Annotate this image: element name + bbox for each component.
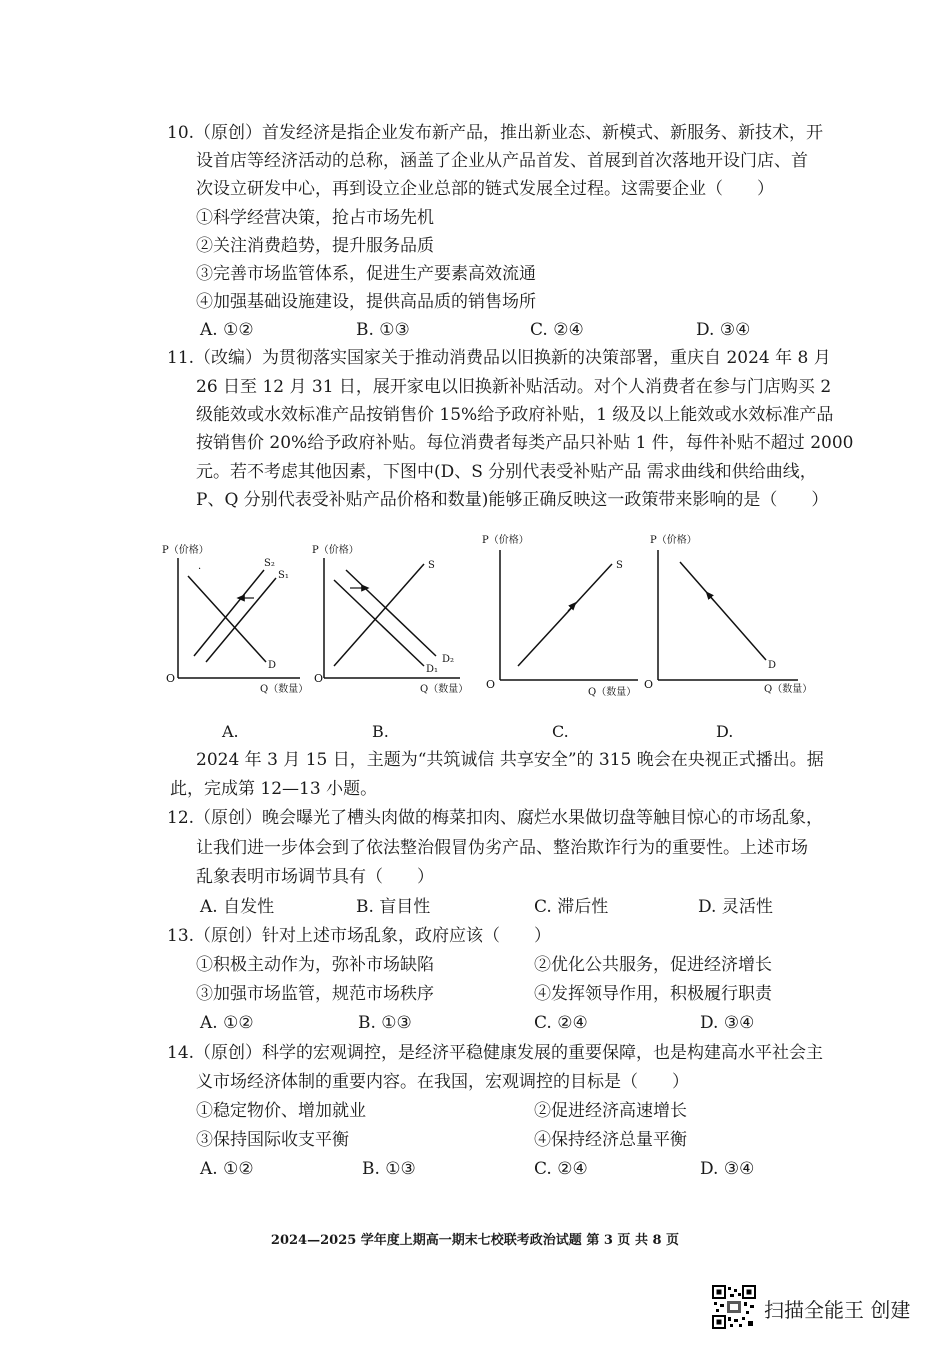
p-axis-label: P（价格） [162,545,209,556]
q10-line: 10.（原创）首发经济是指企业发布新产品，推出新业态、新模式、新服务、新技术，开 [167,123,824,143]
demand-curve-d1 [334,580,424,666]
q13-option-b[interactable]: B. ①③ [358,1013,412,1033]
supply-curve [334,564,424,666]
s-label: S [616,560,623,571]
q14-item: ②促进经济高速增长 [534,1101,687,1121]
q10-option-c[interactable]: C. ②④ [530,320,584,340]
q14-option-b[interactable]: B. ①③ [362,1159,416,1179]
svg-text:·: · [198,564,202,575]
q10-option-b[interactable]: B. ①③ [356,320,410,340]
d-label: D [268,660,277,671]
p-axis-label: P（价格） [312,545,359,556]
q13-item: ②优化公共服务，促进经济增长 [534,955,772,975]
q12-option-a[interactable]: A. 自发性 [200,897,275,917]
q11-line: P、Q 分别代表受补贴产品价格和数量)能够正确反映这一政策带来影响的是（ ） [196,490,829,510]
q14-option-c[interactable]: C. ②④ [534,1159,588,1179]
q11-line: 26 日至 12 月 31 日，展开家电以旧换新补贴活动。对个人消费者在参与门店购买 2 [196,377,832,397]
graph-d-caption[interactable]: D. [716,722,734,741]
q13-item: ④发挥领导作用，积极履行职责 [534,984,772,1004]
q10-line: 次设立研发中心，再到设立企业总部的链式发展全过程。这需要企业（ ） [196,179,774,199]
q14-item: ④保持经济总量平衡 [534,1130,687,1150]
s1-label: S₁ [278,570,289,581]
movement-arrow [568,605,574,612]
intro-line: 此，完成第 12—13 小题。 [170,779,378,799]
q10-line: 设首店等经济活动的总称，涵盖了企业从产品首发、首展到首次落地开设门店、首 [196,151,808,171]
q12-line: 让我们进一步体会到了依法整治假冒伪劣产品、整治欺诈行为的重要性。上述市场 [196,838,808,858]
q10-item: ④加强基础设施建设，提供高品质的销售场所 [196,292,536,312]
qr-code-icon [712,1285,756,1329]
p-axis-label: P（价格） [482,535,529,546]
scanner-watermark: 扫描全能王 创建 [764,1298,911,1322]
q-axis-label: Q（数量） [260,684,309,695]
q-axis-label: Q（数量） [588,687,637,698]
q14-item: ①稳定物价、增加就业 [196,1101,366,1121]
supply-curve-s1 [206,578,276,662]
demand-curve-d2 [346,570,436,656]
q10-item: ①科学经营决策，抢占市场先机 [196,208,434,228]
graph-b-caption[interactable]: B. [372,722,389,741]
supply-curve-s2 [194,570,264,656]
q14-line: 义市场经济体制的重要内容。在我国，宏观调控的目标是（ ） [196,1072,689,1092]
q10-item: ②关注消费趋势，提升服务品质 [196,236,434,256]
origin-label: O [166,672,176,685]
demand-curve [680,562,766,660]
q11-line: 11.（改编）为贯彻落实国家关于推动消费品以旧换新的决策部署，重庆自 2024 年 8 月 [167,348,831,368]
q14-item: ③保持国际收支平衡 [196,1130,349,1150]
q10-option-a[interactable]: A. ①② [200,320,254,340]
q11-line: 级能效或水效标准产品按销售价 15%给予政府补贴，1 级及以上能效或水效标准产品 [196,405,834,425]
d-label: D [768,660,777,671]
q13-option-d[interactable]: D. ③④ [700,1013,755,1033]
origin-label: O [314,672,324,685]
p-axis-label: P（价格） [650,535,697,546]
q14-line: 14.（原创）科学的宏观调控，是经济平稳健康发展的重要保障，也是构建高水平社会主 [167,1043,824,1063]
movement-arrow [708,594,714,601]
graph-b [310,540,470,700]
q13-option-a[interactable]: A. ①② [200,1013,254,1033]
q12-option-c[interactable]: C. 滞后性 [534,897,609,917]
q13-option-c[interactable]: C. ②④ [534,1013,588,1033]
supply-curve [518,564,612,666]
d1-label: D₁ [426,664,439,675]
graph-d [644,530,813,700]
q-axis-label: Q（数量） [764,684,813,695]
q11-line: 按销售价 20%给予政府补贴。每位消费者每类产品只补贴 1 件，每件补贴不超过 2000 [196,433,854,453]
page-footer: 2024—2025 学年度上期高一期末七校联考政治试题 第 3 页 共 8 页 [270,1233,680,1248]
graph-c [478,530,648,700]
graph-c-caption[interactable]: C. [552,722,569,741]
q13-item: ③加强市场监管，规范市场秩序 [196,984,434,1004]
q12-line: 乱象表明市场调节具有（ ） [196,867,434,887]
s2-label: S₂ [264,558,275,569]
q13-stem: 13.（原创）针对上述市场乱象，政府应该（ ） [167,926,552,946]
q10-option-d[interactable]: D. ③④ [696,320,751,340]
origin-label: O [486,678,496,691]
q14-option-d[interactable]: D. ③④ [700,1159,755,1179]
graph-a-caption[interactable]: A. [222,722,239,741]
d2-label: D₂ [442,654,455,665]
q14-option-a[interactable]: A. ①② [200,1159,254,1179]
q11-line: 元。若不考虑其他因素，下图中(D、S 分别代表受补贴产品 需求曲线和供给曲线， [196,462,817,482]
q-axis-label: Q（数量） [420,684,469,695]
intro-line: 2024 年 3 月 15 日，主题为“共筑诚信 共享安全”的 315 晚会在央视正式播出。据 [196,750,824,770]
graph-a [160,540,310,700]
s-label: S [428,560,435,571]
q12-line: 12.（原创）晚会曝光了槽头肉做的梅菜扣肉、腐烂水果做切盘等触目惊心的市场乱象， [167,808,824,828]
q13-item: ①积极主动作为，弥补市场缺陷 [196,955,434,975]
q12-option-d[interactable]: D. 灵活性 [698,897,773,917]
q12-option-b[interactable]: B. 盲目性 [356,897,431,917]
origin-label: O [644,678,654,691]
q10-item: ③完善市场监管体系，促进生产要素高效流通 [196,264,536,284]
